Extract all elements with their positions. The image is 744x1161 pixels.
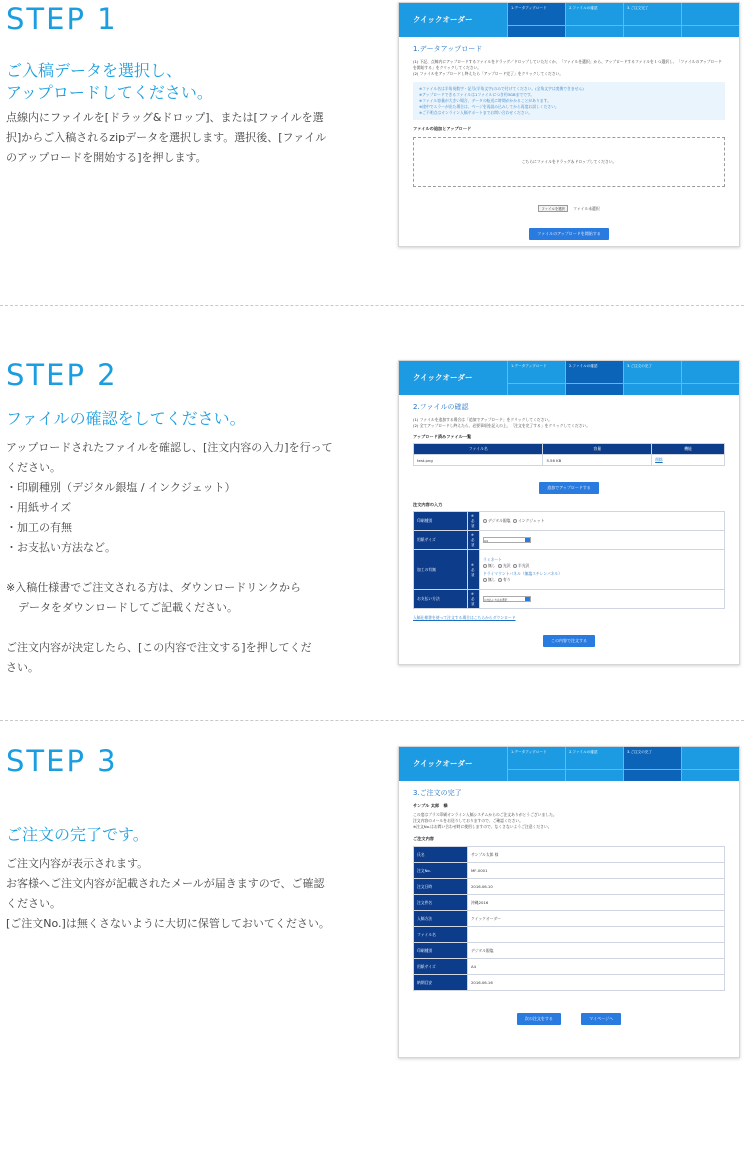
start-upload-button[interactable]: ファイルのアップロードを開始する — [529, 228, 609, 240]
header-bar — [399, 3, 739, 37]
column-size: 容量 — [543, 444, 652, 455]
column-filename: ファイル名 — [414, 444, 543, 455]
tab-confirm: 2.ファイルの確認 — [565, 361, 623, 395]
delete-link[interactable]: 削除 — [655, 457, 663, 462]
table-row: 納期目安 2016.06.16 — [414, 975, 725, 991]
tab-upload: 1.データアップロード — [507, 3, 565, 37]
step2-final-line1: ご注文内容が決定したら、[この内容で注文する]を押してくだ — [6, 641, 312, 654]
progress-tabs — [507, 361, 739, 395]
step1-title: STEP 1 — [6, 2, 118, 36]
step2-screenshot — [398, 360, 740, 665]
thanks-line3: ※注文No.はお問い合わせ時に使用しますので、なくさないようご注意ください。 — [413, 824, 552, 829]
file-picker-row — [413, 195, 725, 214]
table-row: 注文件名 沖縄2016 — [414, 895, 725, 911]
print-type-label: 印刷種別 — [414, 512, 468, 531]
radio-inkjet[interactable] — [513, 519, 517, 523]
note-item: ※ファイル名は半角英数字・記号(半角文字)のみで付けてください。(全角文字は変換できません) — [419, 86, 584, 91]
instruction-1: (1) 下記、点線内にアップロードするファイルをドラッグ／ドロップしていただくか、「ファイルを選択」から、アップロードするファイルを１つ選択し、「ファイルのアップロードを開始する」をクリックしてください。 — [413, 59, 722, 70]
table-row: 入稿方法 クイックオーダー — [414, 911, 725, 927]
step2-note-line2: データをダウンロードしてご記載ください。 — [18, 601, 238, 614]
paper-size-label: 用紙サイズ — [414, 531, 468, 550]
column-action: 機能 — [652, 444, 725, 455]
tab-confirm: 2.ファイルの確認 — [565, 3, 623, 37]
uploaded-files-table — [413, 443, 725, 466]
step2-final-line2: さい。 — [6, 661, 39, 674]
order-details-title: ご注文内容 — [413, 836, 434, 841]
instruction-2: (2) 全てアップロードし終えたら、必要事項を記入の上、「注文を完了する」をクリックしてください。 — [413, 423, 591, 428]
step2-bullet: ・印刷種別（デジタル銀塩 / インクジェット） — [6, 481, 236, 494]
order-form-title: 注文内容の入力 — [413, 502, 443, 507]
brand-logo: クイックオーダー — [413, 15, 473, 24]
table-row — [414, 455, 725, 466]
tab-empty — [681, 361, 739, 395]
order-form-table — [413, 511, 725, 609]
step3-screenshot — [398, 746, 740, 1058]
paper-size-select[interactable]: A4 — [483, 537, 531, 543]
order-details-table — [413, 846, 725, 991]
file-name: test.png — [414, 455, 543, 466]
radio-mount-yes[interactable] — [498, 578, 502, 582]
instruction-2: (2) ファイルをアップロードし終えたら「アップロード完了」をクリックしてください。 — [413, 71, 564, 76]
step2-description — [6, 438, 356, 678]
table-row: ファイル名 — [414, 927, 725, 943]
progress-tabs — [507, 747, 739, 781]
step3-text-line3: ください。 — [6, 897, 61, 910]
instruction-1: (1) ファイルを追加する場合は「追加でアップロード」をクリックしてください。 — [413, 417, 552, 422]
choose-file-button[interactable]: ファイルを選択 — [538, 205, 568, 212]
radio-laminate-semigloss[interactable] — [513, 564, 517, 568]
table-row: 氏名 サンプル太郎 様 — [414, 847, 725, 863]
table-row: 注文日時 2016.06.10 — [414, 879, 725, 895]
divider-2 — [0, 720, 744, 721]
drop-zone[interactable] — [413, 137, 725, 187]
print-type-options: デジタル銀塩 インクジェット — [480, 512, 725, 531]
step1-description — [6, 108, 356, 168]
place-order-button[interactable]: この内容で注文する — [543, 635, 595, 647]
step2-bullet: ・加工の有無 — [6, 521, 72, 534]
header-bar — [399, 747, 739, 781]
step3-title: STEP 3 — [6, 744, 118, 778]
step2-text-line2: ください。 — [6, 461, 61, 474]
required-mark: ※必須 — [468, 531, 480, 550]
brand-logo: クイックオーダー — [413, 373, 473, 382]
step2-heading: ファイルの確認をしてください。 — [6, 409, 246, 428]
thanks-line1: この度はプラス印刷オンライン入稿システムからのご注文ありがとうございました。 — [413, 812, 557, 817]
file-size: 5.56 KB — [543, 455, 652, 466]
radio-laminate-gloss[interactable] — [498, 564, 502, 568]
radio-digital[interactable] — [483, 519, 487, 523]
note-item: ※アップロードできるファイルは1ファイルにつき約3GBまでです。 — [419, 92, 535, 97]
step2-title: STEP 2 — [6, 358, 118, 392]
section-heading: 1.データアップロード — [413, 45, 483, 53]
table-row: 用紙サイズ A4 — [414, 959, 725, 975]
drop-zone-text: こちらにファイルをドラッグ＆ドロップしてください。 — [521, 159, 617, 164]
payment-select[interactable]: お支払い方法を選択 — [483, 596, 531, 602]
table-row: 注文No. MF-0001 — [414, 863, 725, 879]
tab-complete: 3.ご注文の完了 — [623, 361, 681, 395]
required-mark: ※必須 — [468, 550, 480, 590]
spec-download-link[interactable]: 入稿仕様書を使って注文する場合はこちらからダウンロード — [413, 615, 516, 620]
uploaded-files-title: アップロード済みファイル一覧 — [413, 434, 472, 439]
tab-complete: 3.ご注文完了 — [623, 3, 681, 37]
mount-title: ドライマウントパネル（無塩スチレンパネル） — [483, 570, 563, 576]
step1-screenshot — [398, 2, 740, 247]
step2-bullet: ・用紙サイズ — [6, 501, 72, 514]
next-order-button[interactable]: 次の注文をする — [517, 1013, 561, 1025]
radio-laminate-none[interactable] — [483, 564, 487, 568]
section-heading: 2.ファイルの確認 — [413, 403, 469, 411]
processing-label: 加工の有無 — [414, 550, 468, 590]
brand-logo: クイックオーダー — [413, 759, 473, 768]
step3-text-line2: お客様へご注文内容が記載されたメールが届きますので、ご確認 — [6, 877, 325, 890]
tab-upload: 1.データアップロード — [507, 361, 565, 395]
processing-options: ラミネート 無し 光沢 半光沢 ドライマウントパネル（無塩スチレンパネル） 無し 有り — [480, 550, 725, 590]
step3-heading: ご注文の完了です。 — [6, 825, 149, 844]
note-item: ※ご不明点はオンライン入稿サポートまでお問い合わせください。 — [419, 110, 533, 115]
tab-empty — [681, 3, 739, 37]
file-section-title: ファイルの追加とアップロード — [413, 126, 472, 131]
step2-text-line1: アップロードされたファイルを確認し、[注文内容の入力]を行って — [6, 441, 333, 454]
step2-bullet: ・お支払い方法など。 — [6, 541, 116, 554]
step1-heading-line2: アップロードしてください。 — [6, 83, 213, 102]
step3-text-line1: ご注文内容が表示されます。 — [6, 857, 149, 870]
note-item: ※途中でエラーが出た場合は、ページを再読み込みしてから再度お試しください。 — [419, 104, 559, 109]
required-mark: ※必須 — [468, 590, 480, 609]
tab-confirm: 2.ファイルの確認 — [565, 747, 623, 781]
step3-description — [6, 854, 356, 934]
add-upload-button[interactable]: 追加でアップロードする — [539, 482, 599, 494]
step1-text-line2: 択]からご入稿されるzipデータを選択します。選択後、[ファイル — [6, 131, 327, 144]
note-item: ※ファイル容量が大きい場合、データの転送に時間がかかることがあります。 — [419, 98, 551, 103]
header-bar — [399, 361, 739, 395]
step1-text-line1: 点線内にファイルを[ドラッグ&ドロップ]、または[ファイルを選 — [6, 111, 324, 124]
mypage-button[interactable]: マイページへ — [581, 1013, 621, 1025]
tab-upload: 1.データアップロード — [507, 747, 565, 781]
step2-note-line1: ※入稿仕様書でご注文される方は、ダウンロードリンクから — [6, 581, 301, 594]
progress-tabs — [507, 3, 739, 37]
thanks-line2: 注文内容のメールをお送りしておりますので、ご確認ください。 — [413, 818, 523, 823]
section-heading: 3.ご注文の完了 — [413, 789, 462, 797]
laminate-title: ラミネート — [483, 556, 502, 562]
step1-heading-line1: ご入稿データを選択し、 — [6, 61, 183, 80]
step3-text-line4: [ご注文No.]は無くさないように大切に保管しておいてください。 — [6, 917, 330, 930]
notes-box — [413, 82, 725, 120]
step1-text-line3: のアップロードを開始する]を押します。 — [6, 151, 207, 164]
file-status: ファイル未選択 — [573, 206, 600, 211]
radio-mount-none[interactable] — [483, 578, 487, 582]
divider-1 — [0, 305, 744, 306]
tab-complete: 3.ご注文の完了 — [623, 747, 681, 781]
table-row: 印刷種別 デジタル銀塩 — [414, 943, 725, 959]
customer-name: サンプル 太郎 様 — [413, 803, 448, 808]
payment-label: お支払い方法 — [414, 590, 468, 609]
required-mark: ※必須 — [468, 512, 480, 531]
tab-empty — [681, 747, 739, 781]
